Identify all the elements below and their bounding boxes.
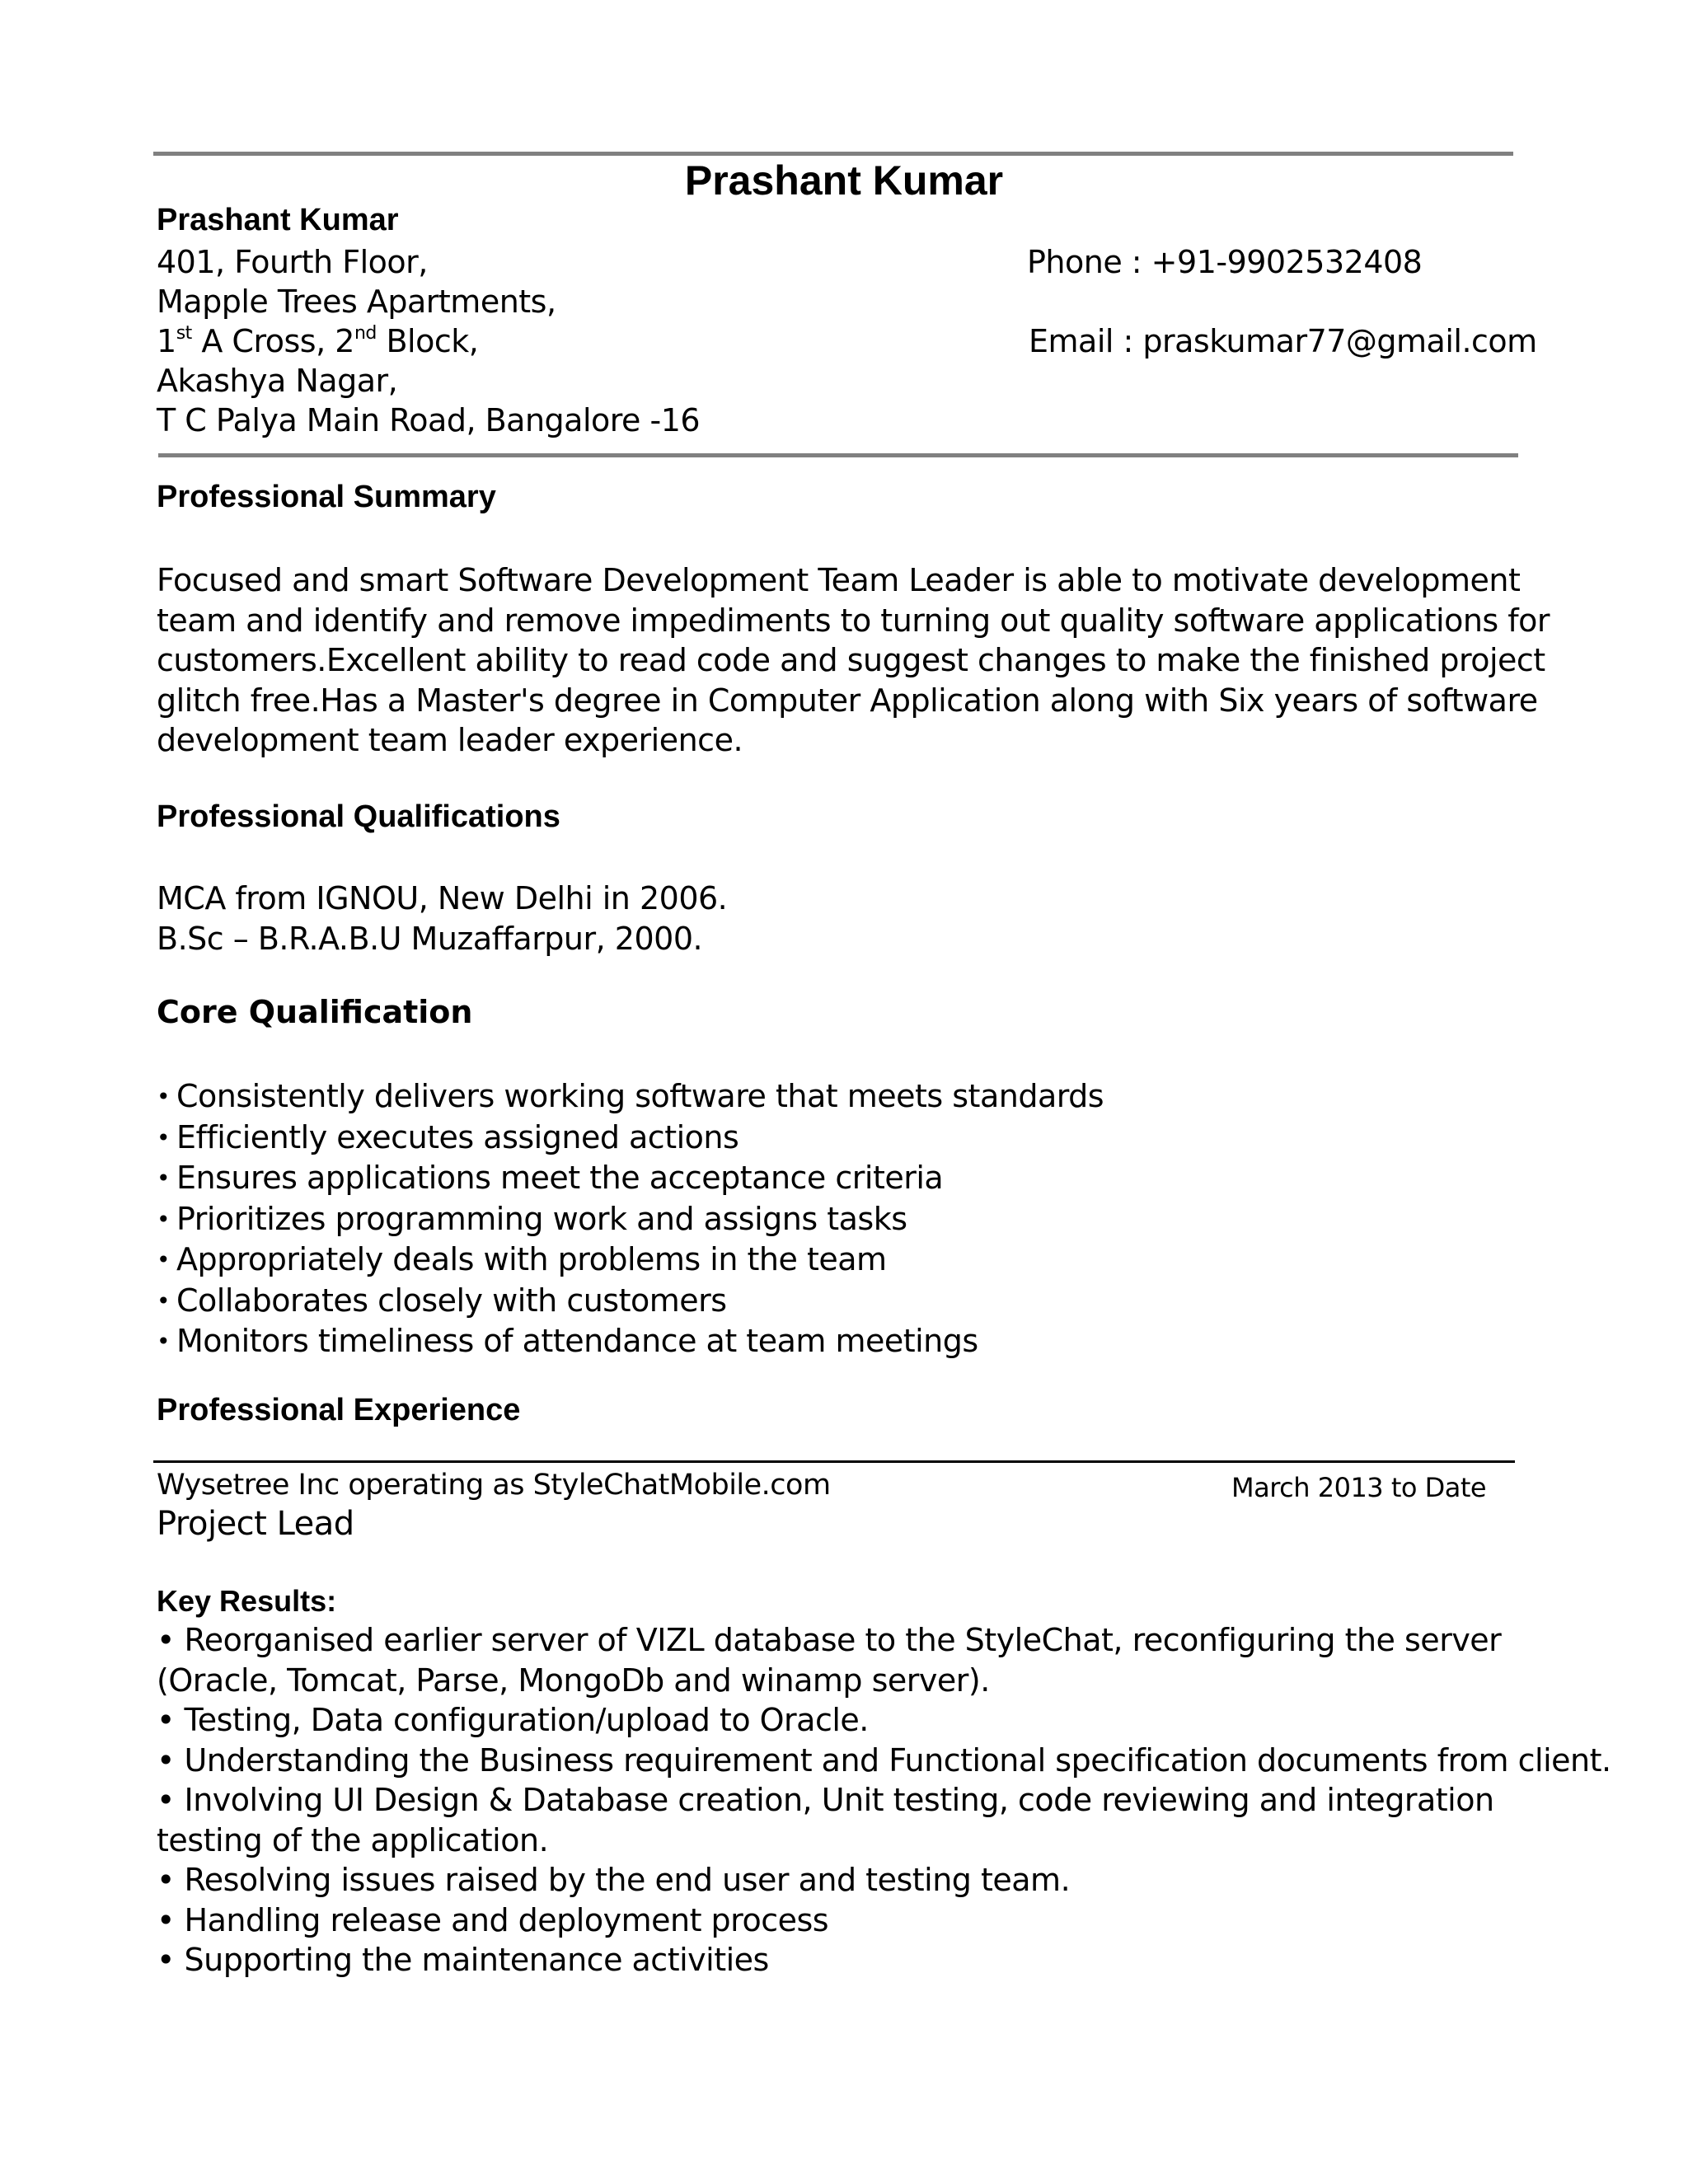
list-item: • Involving UI Design & Database creation, Unit testing, code reviewing and integration [157,1782,1494,1818]
address-line-3: 1st A Cross, 2nd Block, [157,323,479,359]
header-divider [158,453,1518,457]
bullet-icon: • [157,1205,171,1233]
address-line-2: Mapple Trees Apartments, [157,284,556,320]
summary-heading: Professional Summary [157,480,496,514]
contact-name: Prashant Kumar [157,203,399,237]
contact-phone: Phone : +91-9902532408 [1027,244,1423,280]
list-item: • Consistently delivers working software that meets standards [157,1076,1104,1118]
list-item: • Handling release and deployment process [157,1901,829,1938]
top-divider [153,152,1513,156]
list-item: • Appropriately deals with problems in the team [157,1240,1104,1281]
summary-line: glitch free.Has a Master's degree in Computer Application along with Six years of software [157,682,1538,719]
address-line-5: T C Palya Main Road, Bangalore -16 [157,402,701,438]
list-item: • Ensures applications meet the acceptance criteria [157,1158,1104,1199]
core-list [157,1076,1104,1362]
experience-divider [153,1460,1515,1463]
list-item: • Testing, Data configuration/upload to Oracle. [157,1702,869,1738]
qualification-item: MCA from IGNOU, New Delhi in 2006. [157,880,728,916]
address-line-4: Akashya Nagar, [157,363,398,399]
summary-line: development team leader experience. [157,722,743,758]
list-item: • Monitors timeliness of attendance at team meetings [157,1321,1104,1362]
list-item: • Supporting the maintenance activities [157,1942,769,1978]
list-item: • Resolving issues raised by the end user and testing team. [157,1862,1071,1898]
core-heading: Core Qualification [157,994,473,1030]
summary-line: Focused and smart Software Development Team Leader is able to motivate development [157,562,1521,598]
list-item: testing of the application. [157,1821,549,1858]
list-item: • Reorganised earlier server of VIZL database to the StyleChat, reconfiguring the server [157,1622,1502,1658]
summary-paragraph [157,560,1550,761]
contact-email: Email : praskumar77@gmail.com [1029,323,1537,359]
bullet-icon: • [157,1083,171,1110]
key-results-heading: Key Results: [157,1584,337,1618]
bullet-icon: • [157,1328,171,1355]
bullet-icon: • [157,1165,171,1192]
company-name: Wysetree Inc operating as StyleChatMobile.com [157,1469,831,1502]
page-title: Prashant Kumar [684,157,1004,204]
experience-heading: Professional Experience [157,1393,521,1427]
job-title: Project Lead [157,1505,354,1543]
employment-dates: March 2013 to Date [1231,1472,1487,1503]
list-item: • Understanding the Business requirement and Functional specification documents from client. [157,1741,1611,1779]
qualifications-heading: Professional Qualifications [157,799,560,834]
summary-line: customers.Excellent ability to read code and suggest changes to make the finished project [157,642,1545,678]
bullet-icon: • [157,1286,171,1315]
address-line-1: 401, Fourth Floor, [157,244,428,280]
list-item: • Efficiently executes assigned actions [157,1118,1104,1159]
list-item: (Oracle, Tomcat, Parse, MongoDb and winamp server). [157,1661,990,1699]
list-item: • Prioritizes programming work and assigns tasks [157,1199,1104,1240]
key-results-list [157,1620,1611,1980]
summary-line: team and identify and remove impediments to turning out quality software applications for [157,602,1550,639]
bullet-icon: • [157,1246,171,1273]
bullet-icon: • [157,1123,171,1151]
list-item: • Collaborates closely with customers [157,1281,1104,1322]
qualification-item: B.Sc – B.R.A.B.U Muzaffarpur, 2000. [157,920,703,957]
qualifications-list [157,879,1541,958]
